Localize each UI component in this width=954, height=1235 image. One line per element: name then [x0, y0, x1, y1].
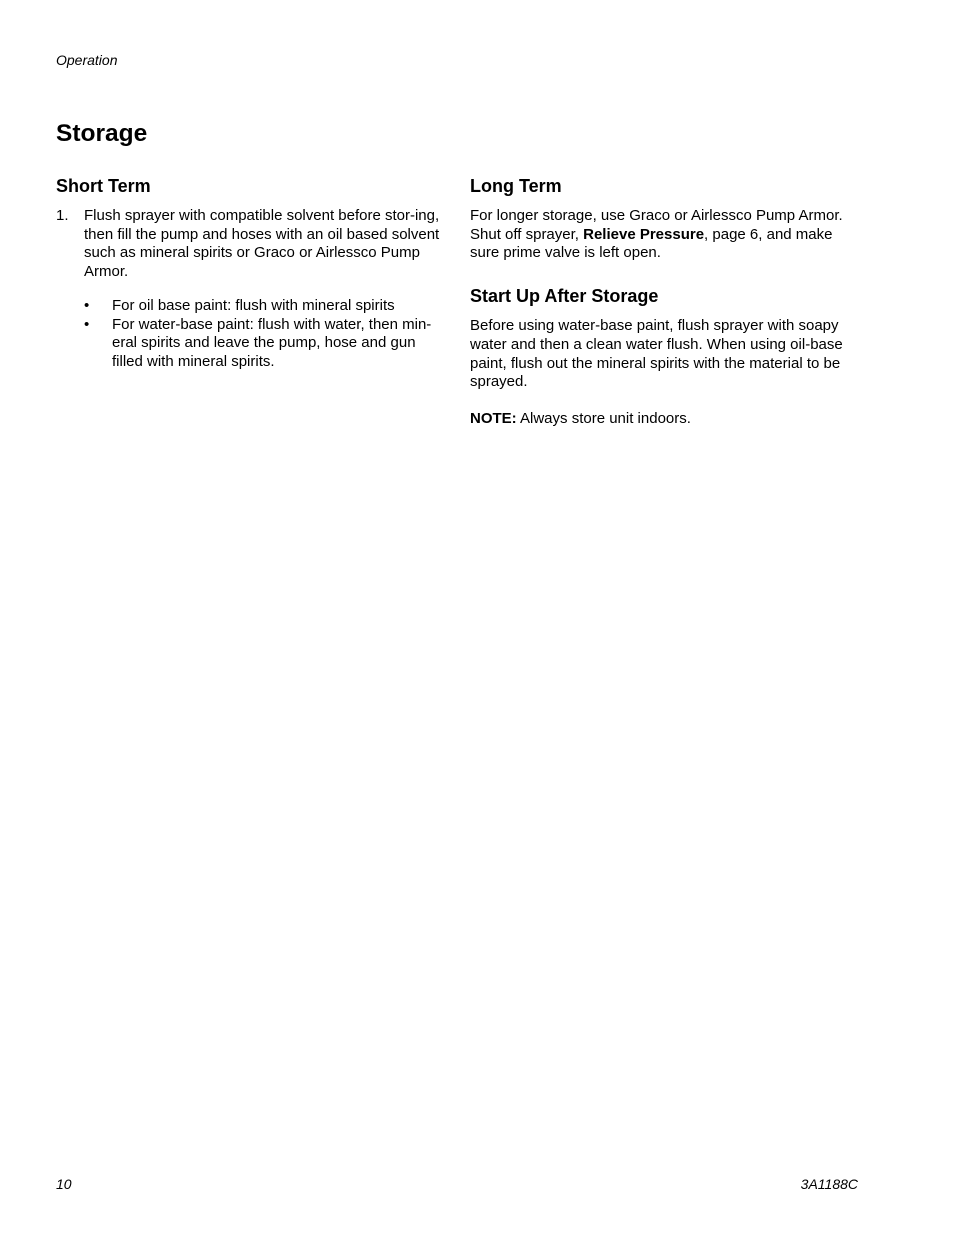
startup-paragraph: Before using water-base paint, flush sprayer with soapy water and then a clean water flush. When using oil-base paint, flush out the mineral spirits with the material to be sprayed. — [470, 317, 843, 391]
step-item — [56, 207, 448, 372]
bullet-mark: • — [84, 296, 90, 314]
bullet-mark: • — [84, 315, 90, 333]
document-code: 3A1188C — [800, 1176, 858, 1192]
note-text: Always store unit indoors. — [516, 409, 691, 427]
right-column — [470, 174, 862, 429]
running-header: Operation — [56, 52, 118, 68]
note-label: NOTE: — [470, 409, 517, 427]
bullet-item — [84, 316, 448, 372]
note-paragraph — [470, 410, 862, 429]
bullet-item — [84, 297, 448, 316]
long-term-heading: Long Term — [470, 176, 562, 196]
short-term-column — [56, 174, 448, 372]
startup-heading: Start Up After Storage — [470, 286, 659, 307]
relieve-pressure-reference: Relieve Pressure — [583, 225, 705, 243]
bullet-text: For water-base paint: flush with water, then min-eral spirits and leave the pump, hose and gun filled with mineral spirits. — [112, 315, 432, 370]
long-term-text-after: , page 6, and make sure prime valve is left open. — [470, 225, 833, 262]
bullet-list — [84, 297, 448, 372]
long-term-text-before: For longer storage, use Graco or Airlessco Pump Armor. Shut off sprayer, — [470, 207, 843, 243]
short-term-heading: Short Term — [56, 176, 151, 196]
long-term-paragraph — [470, 207, 862, 263]
bullet-text: For oil base paint: flush with mineral spirits — [112, 296, 395, 314]
step-number: 1. — [56, 207, 69, 224]
short-term-steps — [56, 207, 448, 372]
step-text: Flush sprayer with compatible solvent before stor-ing, then fill the pump and hoses with an oil based solvent such as mineral spirits or Graco or Airlessco Pump Armor. — [84, 207, 440, 281]
page-title: Storage — [56, 120, 148, 147]
page-number: 10 — [56, 1176, 72, 1192]
